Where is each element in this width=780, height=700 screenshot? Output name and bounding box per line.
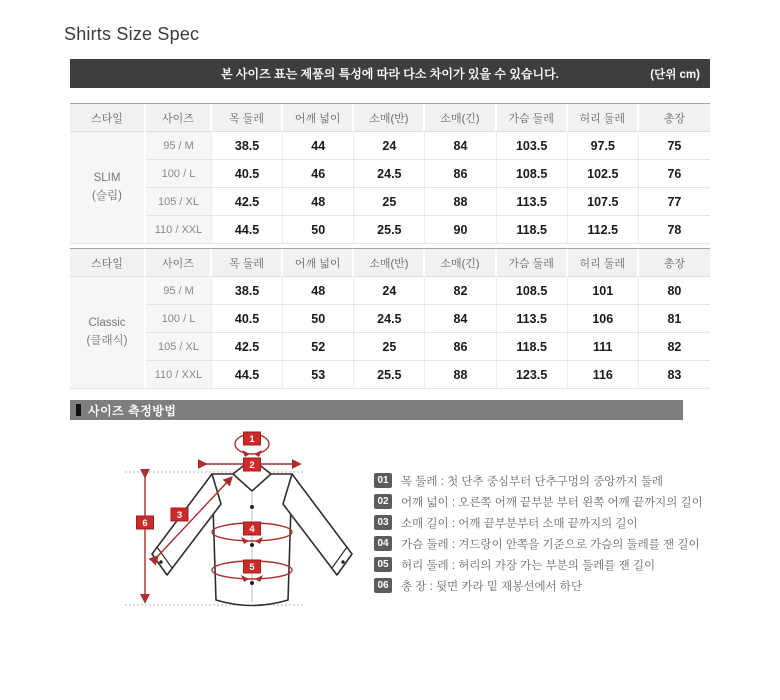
measure-item-number: 06 bbox=[374, 578, 392, 593]
page-title: Shirts Size Spec bbox=[64, 24, 200, 44]
size-row bbox=[70, 132, 710, 160]
badge-1 bbox=[244, 432, 261, 445]
measure-item bbox=[374, 554, 774, 575]
value-cell: 25 bbox=[354, 333, 425, 361]
column-header: 사이즈 bbox=[146, 104, 212, 132]
value-cell: 118.5 bbox=[497, 333, 568, 361]
value-cell: 88 bbox=[425, 361, 496, 389]
value-cell: 50 bbox=[283, 305, 354, 333]
value-cell: 24.5 bbox=[354, 305, 425, 333]
size-label-cell: 110 / XXL bbox=[146, 216, 212, 244]
size-label-cell: 95 / M bbox=[146, 277, 212, 305]
size-row bbox=[70, 216, 710, 244]
column-header: 소매(반) bbox=[354, 249, 425, 277]
size-label-cell: 110 / XXL bbox=[146, 361, 212, 389]
value-cell: 76 bbox=[639, 160, 710, 188]
notice-bar bbox=[70, 59, 710, 88]
header-row bbox=[70, 104, 710, 132]
column-header: 소매(반) bbox=[354, 104, 425, 132]
value-cell: 44.5 bbox=[212, 216, 283, 244]
value-cell: 111 bbox=[568, 333, 639, 361]
size-table-classic bbox=[70, 248, 710, 389]
value-cell: 42.5 bbox=[212, 188, 283, 216]
value-cell: 42.5 bbox=[212, 333, 283, 361]
value-cell: 108.5 bbox=[497, 160, 568, 188]
value-cell: 88 bbox=[425, 188, 496, 216]
size-row bbox=[70, 277, 710, 305]
measure-item-text: 어깨 넓이 : 오른쪽 어깨 끝부분 부터 왼쪽 어깨 끝까지의 길이 bbox=[401, 496, 703, 509]
measure-item-text: 소매 길이 : 어깨 끝부분부터 소매 끝까지의 길이 bbox=[401, 517, 638, 530]
header-row bbox=[70, 249, 710, 277]
measure-item-text: 가슴 둘레 : 겨드랑이 안쪽을 기준으로 가슴의 둘레를 잰 길이 bbox=[401, 538, 700, 551]
value-cell: 123.5 bbox=[497, 361, 568, 389]
measure-list bbox=[374, 470, 774, 596]
column-header: 스타일 bbox=[70, 104, 146, 132]
value-cell: 44.5 bbox=[212, 361, 283, 389]
value-cell: 106 bbox=[568, 305, 639, 333]
measure-item-number: 01 bbox=[374, 473, 392, 488]
value-cell: 101 bbox=[568, 277, 639, 305]
column-header: 어깨 넓이 bbox=[283, 104, 354, 132]
value-cell: 84 bbox=[425, 305, 496, 333]
measure-item bbox=[374, 533, 774, 554]
value-cell: 84 bbox=[425, 132, 496, 160]
right-sleeve bbox=[283, 474, 352, 575]
unit-label: (단위 cm) bbox=[650, 68, 700, 81]
column-header: 총장 bbox=[639, 249, 710, 277]
column-header: 허리 둘레 bbox=[568, 104, 639, 132]
badge-4 bbox=[244, 522, 261, 535]
value-cell: 25.5 bbox=[354, 361, 425, 389]
value-cell: 25 bbox=[354, 188, 425, 216]
value-cell: 82 bbox=[425, 277, 496, 305]
measure-item-number: 04 bbox=[374, 536, 392, 551]
measure-item-number: 03 bbox=[374, 515, 392, 530]
measure-item-text: 총 장 : 뒷면 카라 밑 재봉선에서 하단 bbox=[401, 580, 583, 593]
column-header: 가슴 둘레 bbox=[497, 249, 568, 277]
size-label-cell: 100 / L bbox=[146, 305, 212, 333]
badge-3-label: 3 bbox=[176, 510, 183, 521]
value-cell: 86 bbox=[425, 333, 496, 361]
value-cell: 108.5 bbox=[497, 277, 568, 305]
value-cell: 38.5 bbox=[212, 132, 283, 160]
size-row bbox=[70, 361, 710, 389]
badge-6 bbox=[137, 516, 154, 529]
value-cell: 40.5 bbox=[212, 305, 283, 333]
value-cell: 52 bbox=[283, 333, 354, 361]
column-header: 소매(긴) bbox=[425, 249, 496, 277]
value-cell: 75 bbox=[639, 132, 710, 160]
value-cell: 77 bbox=[639, 188, 710, 216]
value-cell: 112.5 bbox=[568, 216, 639, 244]
value-cell: 78 bbox=[639, 216, 710, 244]
badge-1-label: 1 bbox=[249, 434, 255, 445]
value-cell: 107.5 bbox=[568, 188, 639, 216]
column-header: 사이즈 bbox=[146, 249, 212, 277]
value-cell: 103.5 bbox=[497, 132, 568, 160]
column-header: 목 둘레 bbox=[212, 249, 283, 277]
size-label-cell: 105 / XL bbox=[146, 188, 212, 216]
accent-bar bbox=[76, 404, 81, 416]
value-cell: 102.5 bbox=[568, 160, 639, 188]
measure-item-number: 02 bbox=[374, 494, 392, 509]
badge-6-label: 6 bbox=[142, 518, 148, 529]
value-cell: 118.5 bbox=[497, 216, 568, 244]
value-cell: 82 bbox=[639, 333, 710, 361]
badge-5 bbox=[244, 560, 261, 573]
size-label-cell: 100 / L bbox=[146, 160, 212, 188]
value-cell: 97.5 bbox=[568, 132, 639, 160]
value-cell: 24 bbox=[354, 132, 425, 160]
badge-3 bbox=[171, 508, 188, 521]
value-cell: 90 bbox=[425, 216, 496, 244]
size-row bbox=[70, 188, 710, 216]
value-cell: 81 bbox=[639, 305, 710, 333]
style-cell: Classic (클래식) bbox=[70, 277, 146, 389]
column-header: 어깨 넓이 bbox=[283, 249, 354, 277]
size-row bbox=[70, 305, 710, 333]
value-cell: 83 bbox=[639, 361, 710, 389]
value-cell: 38.5 bbox=[212, 277, 283, 305]
badge-2 bbox=[244, 458, 261, 471]
badge-5-label: 5 bbox=[249, 562, 255, 573]
value-cell: 113.5 bbox=[497, 188, 568, 216]
value-cell: 48 bbox=[283, 277, 354, 305]
size-label-cell: 105 / XL bbox=[146, 333, 212, 361]
shirt-diagram bbox=[100, 424, 370, 646]
value-cell: 86 bbox=[425, 160, 496, 188]
value-cell: 25.5 bbox=[354, 216, 425, 244]
size-label-cell: 95 / M bbox=[146, 132, 212, 160]
value-cell: 113.5 bbox=[497, 305, 568, 333]
notice-text: 본 사이즈 표는 제품의 특성에 따라 다소 차이가 있을 수 있습니다. bbox=[220, 67, 560, 81]
column-header: 가슴 둘레 bbox=[497, 104, 568, 132]
size-table-slim bbox=[70, 103, 710, 244]
measure-item-text: 허리 둘레 : 허리의 가장 가는 부분의 둘레를 잰 길이 bbox=[401, 559, 656, 572]
badge-4-label: 4 bbox=[249, 524, 255, 535]
column-header: 목 둘레 bbox=[212, 104, 283, 132]
value-cell: 53 bbox=[283, 361, 354, 389]
measure-item-text: 목 둘레 : 첫 단추 중심부터 단추구멍의 중앙까지 둘레 bbox=[401, 475, 664, 488]
value-cell: 46 bbox=[283, 160, 354, 188]
value-cell: 80 bbox=[639, 277, 710, 305]
size-row bbox=[70, 160, 710, 188]
measure-section-title: 사이즈 측정방법 bbox=[88, 403, 177, 418]
column-header: 스타일 bbox=[70, 249, 146, 277]
value-cell: 24 bbox=[354, 277, 425, 305]
style-cell: SLIM (슬림) bbox=[70, 132, 146, 244]
value-cell: 24.5 bbox=[354, 160, 425, 188]
measure-item bbox=[374, 512, 774, 533]
column-header: 소매(긴) bbox=[425, 104, 496, 132]
measure-item bbox=[374, 575, 774, 596]
measure-section-header bbox=[70, 400, 683, 420]
value-cell: 116 bbox=[568, 361, 639, 389]
size-row bbox=[70, 333, 710, 361]
value-cell: 50 bbox=[283, 216, 354, 244]
measure-item-number: 05 bbox=[374, 557, 392, 572]
value-cell: 44 bbox=[283, 132, 354, 160]
column-header: 허리 둘레 bbox=[568, 249, 639, 277]
value-cell: 48 bbox=[283, 188, 354, 216]
measure-item bbox=[374, 470, 774, 491]
column-header: 총장 bbox=[639, 104, 710, 132]
measure-item bbox=[374, 491, 774, 512]
badge-2-label: 2 bbox=[249, 460, 255, 471]
value-cell: 40.5 bbox=[212, 160, 283, 188]
